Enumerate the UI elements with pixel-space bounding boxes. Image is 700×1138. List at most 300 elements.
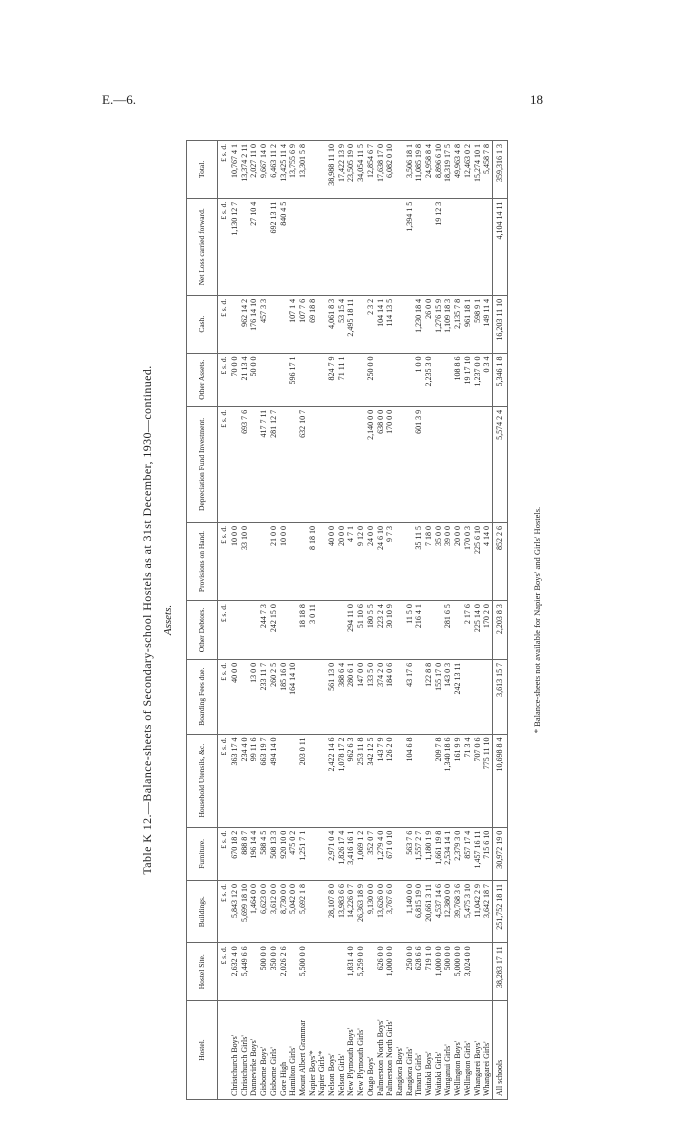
- value-cell: 342 12 5: [366, 734, 376, 827]
- value-cell: 638 0 0: [376, 406, 386, 522]
- value-cell: [230, 406, 240, 522]
- value-cell: 122 8 8: [424, 659, 434, 734]
- value-cell: [269, 295, 279, 353]
- table-row: [376, 141, 386, 1100]
- column-header: Other Debtors.: [187, 601, 218, 660]
- value-cell: 209 7 8: [434, 734, 444, 827]
- unit-cell: £ s. d.: [218, 198, 231, 295]
- value-cell: 170 2 0: [482, 601, 492, 660]
- value-cell: [308, 198, 318, 295]
- table-row: [337, 141, 347, 1100]
- hostel-name: Napier Girls'*: [317, 1001, 327, 1100]
- value-cell: 28,107 8 0: [327, 881, 337, 943]
- value-cell: 2,135 7 8: [453, 295, 463, 353]
- value-cell: [317, 881, 327, 943]
- value-cell: [443, 406, 453, 522]
- value-cell: [356, 295, 366, 353]
- value-cell: [317, 141, 327, 199]
- value-cell: 225 6 10: [473, 522, 483, 600]
- value-cell: 260 2 5: [269, 659, 279, 734]
- value-cell: 8 18 10: [308, 522, 318, 600]
- value-cell: 5,458 7 8: [482, 141, 492, 199]
- value-cell: 71 11 1: [337, 353, 347, 406]
- value-cell: [434, 601, 444, 660]
- value-cell: 1,279 4 0: [376, 827, 386, 880]
- value-cell: 1,557 2 7: [414, 827, 424, 880]
- value-cell: 250 0 0: [366, 353, 376, 406]
- value-cell: 7 18 0: [424, 522, 434, 600]
- value-cell: 11,042 2 9: [473, 881, 483, 943]
- value-cell: 500 0 0: [443, 943, 453, 1001]
- value-cell: 2,027 11 0: [249, 141, 259, 199]
- column-header: Furniture.: [187, 827, 218, 880]
- hostel-name: Hamilton Girls': [288, 1001, 298, 1100]
- value-cell: [327, 601, 337, 660]
- value-cell: [434, 353, 444, 406]
- value-cell: [482, 943, 492, 1001]
- value-cell: 13,425 11 4: [279, 141, 289, 199]
- value-cell: [308, 141, 318, 199]
- value-cell: 24,958 8 4: [424, 141, 434, 199]
- value-cell: [337, 943, 347, 1001]
- value-cell: 126 2 0: [385, 734, 395, 827]
- value-cell: 184 0 6: [385, 659, 395, 734]
- value-cell: 10 0 0: [230, 522, 240, 600]
- value-cell: 70 0 0: [230, 353, 240, 406]
- value-cell: 632 10 7: [298, 406, 308, 522]
- value-cell: 707 0 6: [473, 734, 483, 827]
- table-row: [288, 141, 298, 1100]
- value-cell: [366, 198, 376, 295]
- value-cell: 13,626 0 0: [376, 881, 386, 943]
- value-cell: 71 3 4: [463, 734, 473, 827]
- value-cell: 234 4 0: [240, 734, 250, 827]
- hostel-name: Rangiora Boys': [395, 1001, 405, 1100]
- value-cell: [424, 601, 434, 660]
- value-cell: [317, 295, 327, 353]
- unit-cell: £ s. d.: [218, 881, 231, 943]
- value-cell: 281 6 5: [443, 601, 453, 660]
- value-cell: 40 0 0: [327, 522, 337, 600]
- value-cell: 2,495 18 11: [346, 295, 356, 353]
- value-cell: 250 0 0: [405, 943, 415, 1001]
- column-header: Other Assets.: [187, 353, 218, 406]
- value-cell: [473, 659, 483, 734]
- value-cell: 69 18 8: [308, 295, 318, 353]
- table-row: [395, 141, 405, 1100]
- value-cell: 4 7 1: [346, 522, 356, 600]
- value-cell: 164 14 10: [288, 659, 298, 734]
- value-cell: 962 14 2: [240, 295, 250, 353]
- value-cell: 1,180 1 9: [424, 827, 434, 880]
- value-cell: [473, 943, 483, 1001]
- value-cell: 3 0 11: [308, 601, 318, 660]
- value-cell: 176 14 10: [249, 295, 259, 353]
- value-cell: [279, 734, 289, 827]
- value-cell: 352 0 7: [366, 827, 376, 880]
- value-cell: 888 8 7: [240, 827, 250, 880]
- value-cell: 475 0 2: [288, 827, 298, 880]
- value-cell: 1,109 18 3: [443, 295, 453, 353]
- value-cell: 170 0 3: [463, 522, 473, 600]
- value-cell: 20 0 0: [453, 522, 463, 600]
- value-cell: 35 0 0: [434, 522, 444, 600]
- value-cell: 1,251 7 1: [298, 827, 308, 880]
- value-cell: 6,463 11 2: [269, 141, 279, 199]
- unit-cell: £ s. d.: [218, 295, 231, 353]
- value-cell: 6,815 19 0: [414, 881, 424, 943]
- value-cell: [317, 522, 327, 600]
- hostel-name: New Plymouth Girls': [356, 1001, 366, 1100]
- value-cell: 13,755 6 9: [288, 141, 298, 199]
- column-header: Household Utensils, &c.: [187, 734, 218, 827]
- value-cell: 24 0 0: [366, 522, 376, 600]
- value-cell: 2 3 2: [366, 295, 376, 353]
- value-cell: [337, 601, 347, 660]
- value-cell: [288, 198, 298, 295]
- value-cell: [298, 522, 308, 600]
- value-cell: [327, 198, 337, 295]
- value-cell: 962 6 3: [346, 734, 356, 827]
- value-cell: [288, 601, 298, 660]
- total-value: 2,203 8 3: [492, 601, 507, 660]
- value-cell: [385, 353, 395, 406]
- value-cell: 34,054 11 5: [356, 141, 366, 199]
- value-cell: 508 13 3: [269, 827, 279, 880]
- total-value: 16,203 11 10: [492, 295, 507, 353]
- value-cell: 2,534 14 1: [443, 827, 453, 880]
- value-cell: 39 0 0: [443, 522, 453, 600]
- value-cell: [337, 406, 347, 522]
- value-cell: 417 7 11: [259, 406, 269, 522]
- hostel-name: Gisborne Boys': [259, 1001, 269, 1100]
- table-row: [453, 141, 463, 1100]
- value-cell: 1 0 0: [414, 353, 424, 406]
- value-cell: 1,130 12 7: [230, 198, 240, 295]
- value-cell: [240, 601, 250, 660]
- value-cell: [414, 659, 424, 734]
- value-cell: 33 10 0: [240, 522, 250, 600]
- value-cell: 961 18 1: [463, 295, 473, 353]
- hostel-name: Palmerston North Boys': [376, 1001, 386, 1100]
- value-cell: 155 17 0: [434, 659, 444, 734]
- value-cell: 18 18 8: [298, 601, 308, 660]
- table-row: [366, 141, 376, 1100]
- hostel-name: Nelson Girls': [337, 1001, 347, 1100]
- total-label: All schools: [492, 1001, 507, 1100]
- value-cell: [317, 601, 327, 660]
- value-cell: [443, 198, 453, 295]
- table-row: [249, 141, 259, 1100]
- value-cell: 563 7 6: [405, 827, 415, 880]
- column-header: Provisions on Hand.: [187, 522, 218, 600]
- table-row: [298, 141, 308, 1100]
- total-value: 4,104 14 11: [492, 198, 507, 295]
- hostel-name: Gore High: [279, 1001, 289, 1100]
- hostel-name: Mount Albert Grammar: [298, 1001, 308, 1100]
- table-title: Table K 12.—Balance-sheets of Secondary-school Hostels as at 31st December, 1930—continued.: [140, 365, 154, 875]
- value-cell: 18,319 17 5: [443, 141, 453, 199]
- value-cell: 9 12 0: [356, 522, 366, 600]
- value-cell: 1,069 1 2: [356, 827, 366, 880]
- hostel-name: Christchurch Boys': [230, 1001, 240, 1100]
- value-cell: 2,140 0 0: [366, 406, 376, 522]
- value-cell: [356, 198, 366, 295]
- page-code: E.—6.: [102, 92, 136, 107]
- value-cell: 9 7 3: [385, 522, 395, 600]
- value-cell: [308, 881, 318, 943]
- value-cell: 13,301 5 8: [298, 141, 308, 199]
- hostel-name: Whangarei Boys': [473, 1001, 483, 1100]
- value-cell: 5,042 0 0: [288, 881, 298, 943]
- value-cell: [346, 198, 356, 295]
- rotated-table-region: [140, 140, 560, 1100]
- value-cell: 3,506 18 1: [405, 141, 415, 199]
- value-cell: 1,661 19 8: [434, 827, 444, 880]
- value-cell: [298, 659, 308, 734]
- value-cell: [240, 659, 250, 734]
- value-cell: 1,826 17 4: [337, 827, 347, 880]
- value-cell: 3,612 0 0: [269, 881, 279, 943]
- value-cell: 9,130 0 0: [366, 881, 376, 943]
- value-cell: 3,767 6 0: [385, 881, 395, 943]
- value-cell: 26,363 18 9: [356, 881, 366, 943]
- hostel-name: Napier Boys'*: [308, 1001, 318, 1100]
- value-cell: 628 6 6: [414, 943, 424, 1001]
- hostel-name: New Plymouth Boys': [346, 1001, 356, 1100]
- value-cell: 5,475 3 10: [463, 881, 473, 943]
- value-cell: 596 17 1: [288, 353, 298, 406]
- table-row: [356, 141, 366, 1100]
- value-cell: [405, 353, 415, 406]
- value-cell: [249, 406, 259, 522]
- value-cell: 8,730 0 0: [279, 881, 289, 943]
- unit-cell: £ s. d.: [218, 734, 231, 827]
- total-value: 359,316 1 3: [492, 141, 507, 199]
- value-cell: 5,259 0 0: [356, 943, 366, 1001]
- value-cell: [376, 353, 386, 406]
- total-value: 30,972 19 0: [492, 827, 507, 880]
- value-cell: 1,230 18 4: [414, 295, 424, 353]
- value-cell: [434, 406, 444, 522]
- hostel-name: Rangiora Girls': [405, 1001, 415, 1100]
- value-cell: 147 0 0: [356, 659, 366, 734]
- value-cell: 30 10 9: [385, 601, 395, 660]
- value-cell: [395, 353, 405, 406]
- value-cell: [308, 353, 318, 406]
- hostel-name: Whangarei Girls': [482, 1001, 492, 1100]
- hostel-name: Waitaki Girls': [434, 1001, 444, 1100]
- value-cell: [424, 406, 434, 522]
- value-cell: 11 5 0: [405, 601, 415, 660]
- table-row: [269, 141, 279, 1100]
- table-row: [405, 141, 415, 1100]
- value-cell: 4,537 14 6: [434, 881, 444, 943]
- value-cell: 143 7 9: [376, 734, 386, 827]
- hostel-name: Christchurch Girls': [240, 1001, 250, 1100]
- column-header: Total.: [187, 141, 218, 199]
- footnote: * Balance-sheets not available for Napier Boys' and Girls' Hostels.: [532, 506, 542, 734]
- table-row: [482, 141, 492, 1100]
- value-cell: 13,983 6 6: [337, 881, 347, 943]
- unit-cell: £ s. d.: [218, 827, 231, 880]
- value-cell: 588 4 5: [259, 827, 269, 880]
- value-cell: 1,457 16 11: [473, 827, 483, 880]
- value-cell: 719 1 0: [424, 943, 434, 1001]
- total-value: 5,346 1 8: [492, 353, 507, 406]
- value-cell: 21 13 4: [240, 353, 250, 406]
- value-cell: 663 19 7: [259, 734, 269, 827]
- value-cell: [405, 522, 415, 600]
- value-cell: 494 14 0: [269, 734, 279, 827]
- value-cell: 233 11 7: [259, 659, 269, 734]
- value-cell: 19 12 3: [434, 198, 444, 295]
- value-cell: 50 0 0: [249, 353, 259, 406]
- value-cell: [327, 943, 337, 1001]
- table-row: [414, 141, 424, 1100]
- value-cell: 161 9 9: [453, 734, 463, 827]
- value-cell: 1,831 4 0: [346, 943, 356, 1001]
- value-cell: [249, 943, 259, 1001]
- value-cell: [230, 295, 240, 353]
- total-value: 10,698 8 4: [492, 734, 507, 827]
- value-cell: 21 0 0: [269, 522, 279, 600]
- value-cell: [279, 406, 289, 522]
- value-cell: 1,000 0 0: [434, 943, 444, 1001]
- value-cell: 601 3 9: [414, 406, 424, 522]
- value-cell: [414, 198, 424, 295]
- table-row: [230, 141, 240, 1100]
- table-row: [443, 141, 453, 1100]
- table-row: [424, 141, 434, 1100]
- value-cell: 107 1 4: [288, 295, 298, 353]
- value-cell: 244 7 3: [259, 601, 269, 660]
- value-cell: 4,061 8 3: [327, 295, 337, 353]
- value-cell: 715 6 10: [482, 827, 492, 880]
- hostel-name: Waitaki Boys': [424, 1001, 434, 1100]
- value-cell: 4 14 0: [482, 522, 492, 600]
- value-cell: [230, 601, 240, 660]
- value-cell: 561 13 0: [327, 659, 337, 734]
- value-cell: 670 18 2: [230, 827, 240, 880]
- hostel-name: Wellington Boys': [453, 1001, 463, 1100]
- value-cell: [288, 943, 298, 1001]
- table-row: [317, 141, 327, 1100]
- value-cell: 23,505 19 0: [346, 141, 356, 199]
- value-cell: 457 3 3: [259, 295, 269, 353]
- table-row: [346, 141, 356, 1100]
- value-cell: [269, 353, 279, 406]
- value-cell: [279, 601, 289, 660]
- table-row: [385, 141, 395, 1100]
- value-cell: [288, 406, 298, 522]
- page-number: 18: [530, 92, 543, 107]
- value-cell: [473, 198, 483, 295]
- value-cell: [317, 406, 327, 522]
- hostel-name: Nelson Boys': [327, 1001, 337, 1100]
- balance-sheet-table: [186, 140, 508, 1100]
- value-cell: 5,699 18 10: [240, 881, 250, 943]
- value-cell: 1,394 1 5: [405, 198, 415, 295]
- value-cell: [482, 198, 492, 295]
- value-cell: [453, 406, 463, 522]
- value-cell: 671 0 10: [385, 827, 395, 880]
- units-row: [218, 141, 231, 1100]
- value-cell: [259, 353, 269, 406]
- value-cell: 11,085 19 8: [414, 141, 424, 199]
- unit-cell: £ s. d.: [218, 141, 231, 199]
- value-cell: [405, 406, 415, 522]
- hostel-name: Timaru Girls': [414, 1001, 424, 1100]
- column-header: Net Loss carried forward.: [187, 198, 218, 295]
- unit-cell: £ s. d.: [218, 522, 231, 600]
- value-cell: 12,854 6 7: [366, 141, 376, 199]
- value-cell: [453, 198, 463, 295]
- value-cell: 692 13 11: [269, 198, 279, 295]
- table-row: [279, 141, 289, 1100]
- value-cell: 281 12 7: [269, 406, 279, 522]
- value-cell: [308, 734, 318, 827]
- value-cell: [453, 601, 463, 660]
- value-cell: 15,274 10 1: [473, 141, 483, 199]
- value-cell: [240, 198, 250, 295]
- total-value: 38,283 17 11: [492, 943, 507, 1001]
- value-cell: [346, 406, 356, 522]
- value-cell: 6,082 0 10: [385, 141, 395, 199]
- value-cell: 24 6 10: [376, 522, 386, 600]
- value-cell: 2,632 4 0: [230, 943, 240, 1001]
- value-cell: [405, 295, 415, 353]
- value-cell: [346, 353, 356, 406]
- value-cell: 108 8 6: [453, 353, 463, 406]
- value-cell: 185 16 0: [279, 659, 289, 734]
- value-cell: [385, 198, 395, 295]
- value-cell: [473, 406, 483, 522]
- value-cell: 693 7 6: [240, 406, 250, 522]
- value-cell: 1,340 18 6: [443, 734, 453, 827]
- value-cell: 1,237 0 0: [473, 353, 483, 406]
- value-cell: 280 6 1: [346, 659, 356, 734]
- value-cell: 1,140 0 0: [405, 881, 415, 943]
- value-cell: 104 6 8: [405, 734, 415, 827]
- value-cell: 8,896 6 10: [434, 141, 444, 199]
- value-cell: 216 4 1: [414, 601, 424, 660]
- value-cell: 104 14 1: [376, 295, 386, 353]
- value-cell: [482, 659, 492, 734]
- value-cell: 19 17 10: [463, 353, 473, 406]
- value-cell: 1,000 0 0: [385, 943, 395, 1001]
- value-cell: [395, 522, 405, 600]
- value-cell: 388 6 4: [337, 659, 347, 734]
- value-cell: 223 2 4: [376, 601, 386, 660]
- value-cell: [395, 601, 405, 660]
- value-cell: 12,380 0 0: [443, 881, 453, 943]
- value-cell: 840 4 5: [279, 198, 289, 295]
- value-cell: [414, 734, 424, 827]
- total-value: 251,752 18 11: [492, 881, 507, 943]
- value-cell: [463, 406, 473, 522]
- value-cell: 20,661 3 11: [424, 881, 434, 943]
- value-cell: 6,623 0 0: [259, 881, 269, 943]
- column-header: Depreciation Fund Investment.: [187, 406, 218, 522]
- value-cell: 49,963 4 8: [453, 141, 463, 199]
- column-header: Boarding Fees due.: [187, 659, 218, 734]
- value-cell: 99 11 6: [249, 734, 259, 827]
- table-row: [327, 141, 337, 1100]
- value-cell: [317, 827, 327, 880]
- column-header: Cash.: [187, 295, 218, 353]
- value-cell: 3,024 0 0: [463, 943, 473, 1001]
